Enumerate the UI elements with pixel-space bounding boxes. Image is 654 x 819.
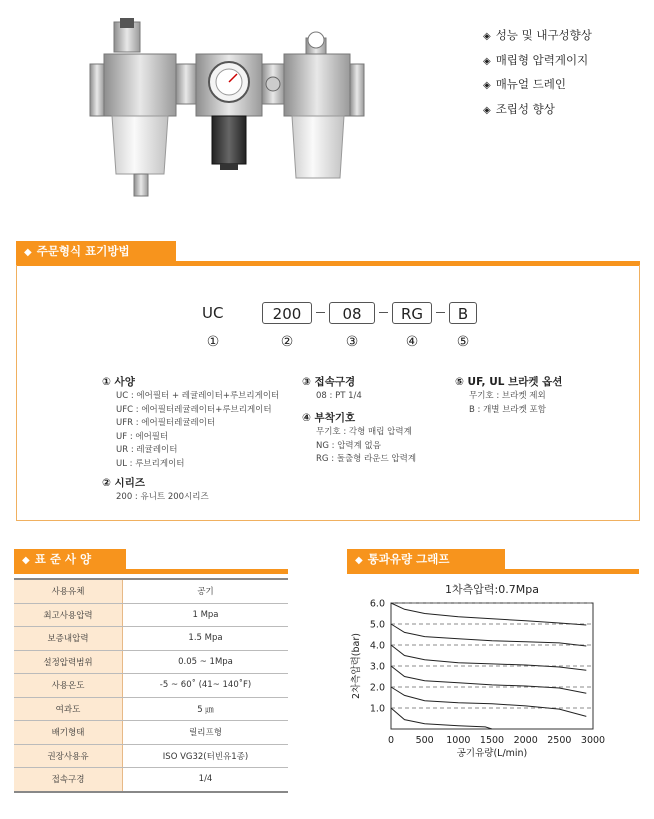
flow-section-header	[347, 549, 639, 574]
code-box-series: 200	[262, 302, 312, 324]
x-axis-label: 공기유량(L/min)	[456, 748, 528, 759]
spec-row	[14, 579, 288, 603]
order-header-tab: ◆ 주문형식 표기방법	[16, 241, 176, 261]
series-option-line: 200 : 유니트 200시리즈	[116, 492, 209, 502]
x-tick-label: 500	[415, 735, 434, 746]
spec-value: 릴리프형	[123, 721, 289, 745]
x-tick-label: 2500	[547, 735, 572, 746]
spec-value: 공기	[123, 579, 289, 603]
spec-value: ISO VG32(터빈유1종)	[123, 744, 289, 768]
diamond-icon: ◆	[24, 247, 32, 258]
chart-series-line	[391, 603, 586, 625]
chart-series-line	[391, 666, 586, 693]
spec-key: 권장사용유	[14, 744, 123, 768]
spec-value: 1/4	[123, 768, 289, 792]
connection-option-group	[302, 374, 362, 404]
y-tick-label: 1.0	[369, 703, 385, 715]
diamond-icon: ◈	[483, 55, 491, 67]
spec-key: 배기형태	[14, 721, 123, 745]
spec-option-line: UF : 에어필터	[116, 431, 169, 442]
connection-option-line: 08 : PT 1/4	[316, 391, 362, 401]
code-dash	[316, 312, 325, 313]
accessory-option-title: ④ 부착기호	[302, 412, 356, 424]
flow-chart	[345, 575, 637, 765]
spec-row	[14, 650, 288, 674]
code-dash	[379, 312, 388, 313]
spec-value: 0.05 ~ 1Mpa	[123, 650, 289, 674]
feature-list	[483, 24, 592, 122]
chart-series-line	[391, 708, 492, 729]
circle-number: ⑤	[456, 334, 470, 350]
code-series-type: UC	[202, 304, 224, 322]
connection-option-title: ③ 접속구경	[302, 376, 356, 388]
spec-option-line: UC : 에어필터 + 레귤레이터+루브리게이터	[116, 391, 280, 401]
spec-option-line: UFC : 에어필터레귤레이터+루브리게이터	[116, 404, 272, 415]
y-tick-label: 3.0	[369, 661, 385, 673]
accessory-option-line: 무기호 : 각형 매립 압력계	[316, 427, 412, 437]
diamond-icon: ◈	[483, 104, 491, 116]
spec-option-line: UL : 루브리게이터	[116, 458, 185, 469]
series-option-group	[102, 475, 209, 505]
product-image	[88, 18, 368, 200]
diamond-icon: ◆	[355, 555, 363, 566]
x-tick-label: 1000	[446, 735, 471, 746]
x-tick-label: 1500	[479, 735, 505, 746]
code-box-accessory: RG	[392, 302, 432, 324]
accessory-option-line: RG : 돌출형 라운드 압력계	[316, 454, 417, 464]
spec-option-group	[102, 374, 279, 471]
flow-header-bar	[347, 569, 639, 574]
circle-number: ③	[345, 334, 359, 350]
code-dash	[436, 312, 445, 313]
bracket-option-line: B : 개별 브라켓 포함	[469, 404, 546, 415]
spec-row	[14, 674, 288, 698]
feature-item: ◈ 조립성 향상	[483, 98, 592, 123]
standard-spec-table	[14, 578, 288, 793]
y-tick-label: 5.0	[369, 619, 385, 631]
spec-row	[14, 697, 288, 721]
bracket-option-title: ⑤ UF, UL 브라켓 옵션	[455, 376, 563, 388]
spec-value: 1.5 Mpa	[123, 627, 289, 651]
spec-key: 여과도	[14, 697, 123, 721]
circle-number: ④	[405, 334, 419, 350]
x-tick-label: 3000	[580, 735, 606, 746]
flow-header-tab: ◆ 통과유량 그래프	[347, 549, 505, 569]
series-option-title: ② 시리즈	[102, 477, 145, 489]
spec-key: 설정압력범위	[14, 650, 123, 674]
spec-row	[14, 768, 288, 792]
x-tick-label: 0	[387, 735, 395, 746]
chart-series-line	[391, 645, 586, 670]
code-box-bracket: B	[449, 302, 477, 324]
order-section-header	[16, 241, 640, 266]
feature-item: ◈ 매립형 압력게이지	[483, 49, 592, 74]
diamond-icon: ◈	[483, 80, 491, 91]
spec-key: 사용유체	[14, 579, 123, 603]
spec-key: 사용온도	[14, 674, 123, 698]
spec-value: -5 ~ 60˚ (41~ 140˚F)	[123, 674, 289, 698]
standard-header-bar	[14, 569, 288, 574]
y-axis-label: 2차측압력(bar)	[351, 633, 362, 699]
feature-item: ◈ 매뉴얼 드레인	[483, 73, 592, 98]
spec-key: 보증내압력	[14, 627, 123, 651]
diamond-icon: ◈	[483, 31, 491, 42]
circle-number: ①	[206, 334, 220, 350]
chart-series-line	[391, 687, 586, 716]
spec-row	[14, 744, 288, 768]
standard-header-tab: ◆ 표 준 사 양	[14, 549, 126, 569]
code-box-connection: 08	[329, 302, 375, 324]
y-tick-label: 4.0	[369, 640, 385, 652]
y-tick-label: 2.0	[369, 682, 385, 694]
bracket-option-group	[455, 374, 562, 417]
spec-row	[14, 627, 288, 651]
x-tick-label: 2000	[513, 735, 538, 746]
diamond-icon: ◆	[22, 555, 30, 566]
bracket-option-line: 무기호 : 브라켓 제외	[469, 391, 546, 401]
spec-value: 5 ㎛	[123, 697, 289, 721]
accessory-option-line: NG : 압력계 없음	[316, 440, 381, 451]
spec-option-title: ① 사양	[102, 376, 135, 388]
standard-section-header	[14, 549, 288, 574]
feature-item: ◈ 성능 및 내구성향상	[483, 24, 592, 49]
y-tick-label: 6.0	[369, 598, 385, 610]
circle-number: ②	[280, 334, 294, 350]
spec-key: 접속구경	[14, 768, 123, 792]
spec-option-line: UFR : 에어필터레귤레이터	[116, 418, 216, 428]
chart-title: 1차측압력:0.7Mpa	[445, 583, 539, 596]
spec-row	[14, 603, 288, 627]
spec-value: 1 Mpa	[123, 603, 289, 627]
chart-series-line	[391, 624, 586, 646]
accessory-option-group	[302, 410, 416, 467]
order-format-box	[16, 265, 640, 521]
spec-option-line: UR : 레귤레이터	[116, 445, 178, 455]
spec-key: 최고사용압력	[14, 603, 123, 627]
spec-row	[14, 721, 288, 745]
